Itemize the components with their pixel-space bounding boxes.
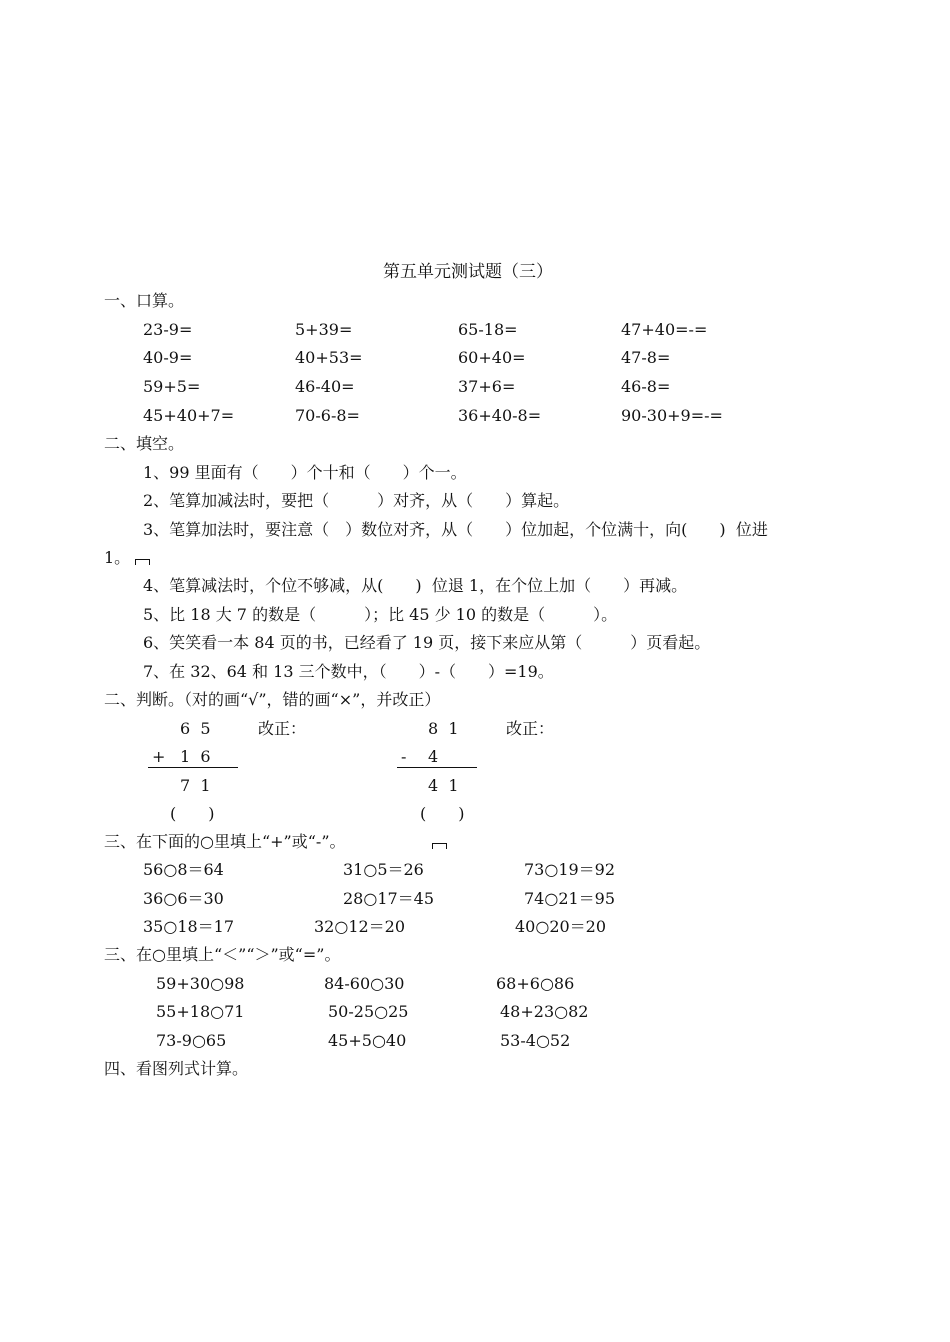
compare-item: 45+5○40 bbox=[328, 1031, 407, 1050]
compare-item: 84-60○30 bbox=[324, 974, 405, 993]
circle-equation: 73○19＝92 bbox=[524, 860, 616, 879]
calc-second-number: 4 bbox=[428, 747, 439, 766]
section-heading-oral-calc: 一、口算。 bbox=[104, 291, 185, 310]
circle-equation: 35○18＝17 bbox=[143, 917, 235, 936]
compare-item: 53-4○52 bbox=[500, 1031, 571, 1050]
fix-label: 改正： bbox=[258, 719, 307, 738]
oral-calc-item: 5+39= bbox=[295, 320, 353, 339]
oral-calc-item: 46-40= bbox=[295, 377, 355, 396]
circle-equation: 56○8＝64 bbox=[143, 860, 224, 879]
oral-calc-item: 47+40=-= bbox=[621, 320, 708, 339]
oral-calc-item: 46-8= bbox=[621, 377, 671, 396]
oral-calc-item: 36+40-8= bbox=[458, 406, 542, 425]
fill-blank-item-continued: 1。 bbox=[104, 548, 131, 567]
bracket-mark-icon bbox=[135, 559, 150, 565]
page-title: 第五单元测试题（三） bbox=[383, 262, 553, 282]
compare-item: 59+30○98 bbox=[156, 974, 245, 993]
calc-operator: - bbox=[401, 747, 407, 766]
fill-blank-item: 2、笔算加减法时，要把（ ）对齐，从（ ）算起。 bbox=[143, 491, 570, 510]
section-heading-fill-blank: 二、填空。 bbox=[104, 434, 185, 453]
circle-equation: 28○17＝45 bbox=[343, 889, 435, 908]
circle-equation: 40○20＝20 bbox=[515, 917, 607, 936]
oral-calc-item: 23-9= bbox=[143, 320, 193, 339]
judge-answer-paren[interactable]: ( ) bbox=[170, 804, 215, 823]
circle-equation: 32○12＝20 bbox=[314, 917, 406, 936]
calc-underline bbox=[397, 767, 477, 768]
oral-calc-item: 45+40+7= bbox=[143, 406, 235, 425]
compare-item: 48+23○82 bbox=[500, 1002, 589, 1021]
fill-blank-item: 5、比 18 大 7 的数是（ ）；比 45 少 10 的数是（ ）。 bbox=[143, 605, 618, 624]
oral-calc-item: 65-18= bbox=[458, 320, 518, 339]
oral-calc-item: 59+5= bbox=[143, 377, 201, 396]
calc-second-number: 1 6 bbox=[180, 747, 211, 766]
calc-top-number: 6 5 bbox=[180, 719, 211, 738]
section-heading-compare: 三、在○里填上“＜”“＞”或“=”。 bbox=[104, 945, 341, 964]
oral-calc-item: 40-9= bbox=[143, 348, 193, 367]
section-heading-plus-minus: 三、在下面的○里填上“+”或“-”。 bbox=[104, 832, 346, 851]
calc-underline bbox=[148, 767, 238, 768]
oral-calc-item: 60+40= bbox=[458, 348, 526, 367]
oral-calc-item: 47-8= bbox=[621, 348, 671, 367]
fill-blank-item: 6、笑笑看一本 84 页的书，已经看了 19 页，接下来应从第（ ）页看起。 bbox=[143, 633, 711, 652]
calc-top-number: 8 1 bbox=[428, 719, 459, 738]
bracket-mark-icon bbox=[432, 843, 447, 849]
compare-item: 68+6○86 bbox=[496, 974, 575, 993]
fill-blank-item: 3、笔算加法时，要注意（ ）数位对齐，从（ ）位加起，个位满十，向( ) 位进 bbox=[143, 520, 768, 539]
calc-result: 4 1 bbox=[428, 776, 459, 795]
section-heading-picture-calc: 四、看图列式计算。 bbox=[104, 1059, 249, 1078]
fill-blank-item: 1、99 里面有（ ）个十和（ ）个一。 bbox=[143, 463, 467, 482]
fill-blank-item: 7、在 32、64 和 13 三个数中，（ ）-（ ）=19。 bbox=[143, 662, 554, 681]
compare-item: 55+18○71 bbox=[156, 1002, 245, 1021]
oral-calc-item: 90-30+9=-= bbox=[621, 406, 723, 425]
fill-blank-item: 4、笔算减法时，个位不够减，从( ) 位退 1，在个位上加（ ）再减。 bbox=[143, 576, 688, 595]
oral-calc-item: 70-6-8= bbox=[295, 406, 360, 425]
circle-equation: 31○5＝26 bbox=[343, 860, 424, 879]
calc-operator: + bbox=[152, 747, 166, 766]
oral-calc-item: 37+6= bbox=[458, 377, 516, 396]
compare-item: 50-25○25 bbox=[328, 1002, 409, 1021]
compare-item: 73-9○65 bbox=[156, 1031, 227, 1050]
circle-equation: 36○6＝30 bbox=[143, 889, 224, 908]
calc-result: 7 1 bbox=[180, 776, 211, 795]
oral-calc-item: 40+53= bbox=[295, 348, 363, 367]
section-heading-judge: 二、判断。（对的画“√”，错的画“×”，并改正） bbox=[104, 690, 441, 709]
circle-equation: 74○21＝95 bbox=[524, 889, 616, 908]
fix-label: 改正： bbox=[506, 719, 555, 738]
judge-answer-paren[interactable]: ( ) bbox=[420, 804, 465, 823]
